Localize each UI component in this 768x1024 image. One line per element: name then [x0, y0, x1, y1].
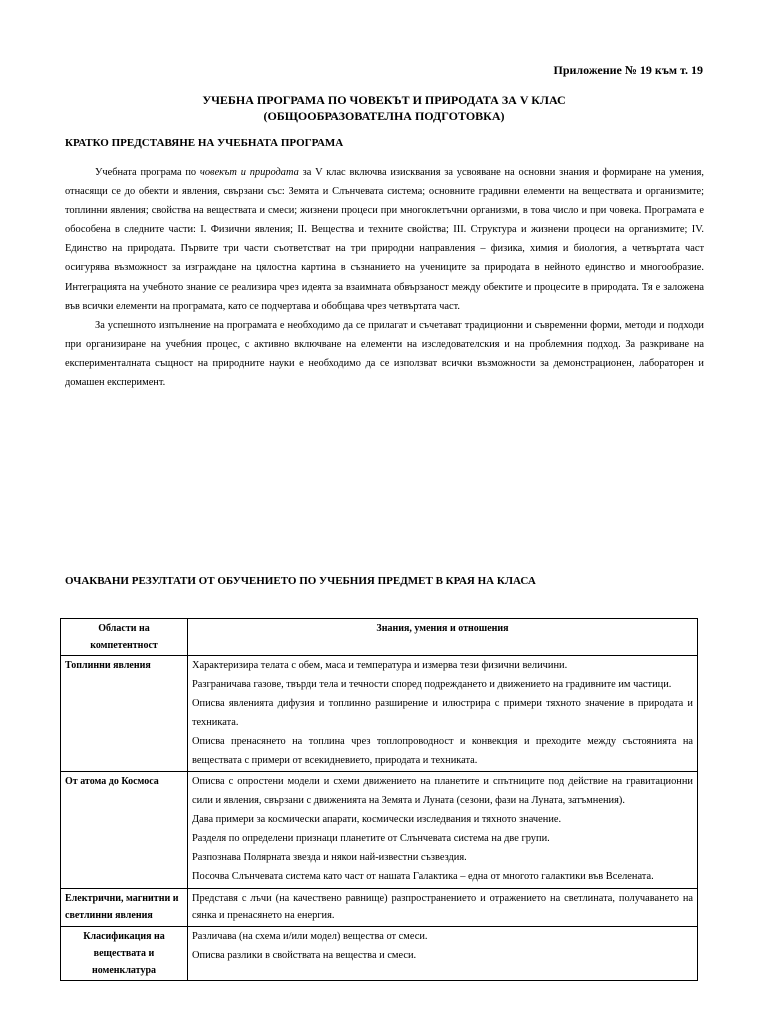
- header-area: Области на компетентност: [61, 619, 188, 656]
- list-item: Разграничава газове, твърди тела и течности според подреждането и движението на градивните им частици.: [192, 678, 672, 690]
- intro-p1-start: Учебната програма по: [95, 167, 200, 178]
- list-item: Посочва Слънчевата система като част от нашата Галактика – една от многото галактики във Вселената.: [192, 870, 654, 882]
- area-cell: Електрични, магнитни и светлинни явления: [61, 888, 188, 926]
- title-line-2: (ОБЩООБРАЗОВАТЕЛНА ПОДГОТОВКА): [263, 108, 505, 123]
- list-item: Характеризира телата с обем, маса и температура и измерва тези физични величини.: [192, 660, 568, 671]
- area-cell: Класификация на веществата и номенклатура: [61, 926, 188, 980]
- table-header-row: [61, 619, 698, 656]
- list-item: Описва явленията дифузия и топлинно разширение и илюстрира с примери тяхното значение в природата и техниката.: [192, 697, 693, 728]
- items-cell: [188, 656, 698, 772]
- intro-p1-rest: за V клас включва изисквания за усвояване на основни знания и формиране на умения, отнасящи се до обекти и явления, свързани със: Земята и Слънчевата система; основните градивни елементи на веществата и организмите; топлинни явления; свойства на веществата и смеси; жизнени процеси при многоклетъчни организми, в това число и при човека. Програмата е обособена в следните части: I. Физични явления; II. Вещества и техните свойства; III. Структура и жизнени процеси на организмите; IV. Единство на природата. Първите три части съответстват на три природни направления – физика, химия и биология, а четвъртата част осигурява възможност за изграждане на цялостна картина в съзнанието на учениците за природата в нейното единство и многообразие. Интеграцията на учебното знание се реализира чрез идеята за взаимната обвързаност между обектите и процесите в природата. Тя е заложена във всички елементи на програмата, като се подчертава и обобщава чрез четвъртата част.: [65, 167, 704, 312]
- intro-body: [65, 163, 704, 392]
- area-cell: От атома до Космоса: [61, 772, 188, 888]
- list-item: Описва разлики в свойствата на вещества и смеси.: [192, 949, 417, 961]
- intro-paragraph-2: За успешното изпълнение на програмата е необходимо да се прилагат и съчетават традиционни и съвременни форми, методи и подходи при организиране на учебния процес, с активно включване на елементи на изследователския и на проблемния подход. За разкриване на експерименталната същност на природните науки е необходимо да се използват всички възможности за демонстрационен, лабораторен и домашен експеримент.: [65, 319, 704, 389]
- table-row: [61, 656, 698, 772]
- header-knowledge: Знания, умения и отношения: [188, 619, 698, 656]
- title-line-1: УЧЕБНА ПРОГРАМА ПО ЧОВЕКЪТ И ПРИРОДАТА ЗА V КЛАС: [202, 93, 566, 107]
- list-item: Разпознава Полярната звезда и някои най-известни съзвездия.: [192, 852, 467, 864]
- list-item: Дава примери за космически апарати, космически изследвания и тяхното значение.: [192, 814, 562, 826]
- items-cell: [188, 926, 698, 980]
- intro-heading: КРАТКО ПРЕДСТАВЯНЕ НА УЧЕБНАТА ПРОГРАМА: [65, 137, 344, 149]
- list-item: Разделя по определени признаци планетите от Слънчевата система на две групи.: [192, 833, 550, 845]
- items-cell: [188, 888, 698, 926]
- results-heading: ОЧАКВАНИ РЕЗУЛТАТИ ОТ ОБУЧЕНИЕТО ПО УЧЕБНИЯ ПРЕДМЕТ В КРАЯ НА КЛАСА: [65, 575, 536, 587]
- list-item: Описва пренасянето на топлина чрез топлопроводност и конвекция и преходите между състоянията на веществата с примери от всекидневието, природата и техниката.: [192, 735, 693, 766]
- results-table: [60, 618, 698, 981]
- table-row: [61, 926, 698, 980]
- intro-paragraph-1: [65, 163, 704, 316]
- subject-name: човекът и природата: [199, 167, 299, 178]
- appendix-label: Приложение № 19 към т. 19: [553, 63, 703, 77]
- document-title: [0, 93, 768, 124]
- table-row: [61, 888, 698, 926]
- list-item: Описва с опростени модели и схеми движението на планетите и спътниците под действие на гравитационни сили и явления, свързани с движенията на Земята и Луната (сезони, фази на Луната, затъмнения).: [192, 776, 693, 807]
- area-cell: Топлинни явления: [61, 656, 188, 772]
- list-item: Представя с лъчи (на качествено равнище) разпространението и отражението на светлината, получаването на сянка и пренасянето на енергия.: [192, 892, 693, 922]
- items-cell: [188, 772, 698, 888]
- table-row: [61, 772, 698, 888]
- list-item: Различава (на схема и/или модел) вещества от смеси.: [192, 930, 428, 942]
